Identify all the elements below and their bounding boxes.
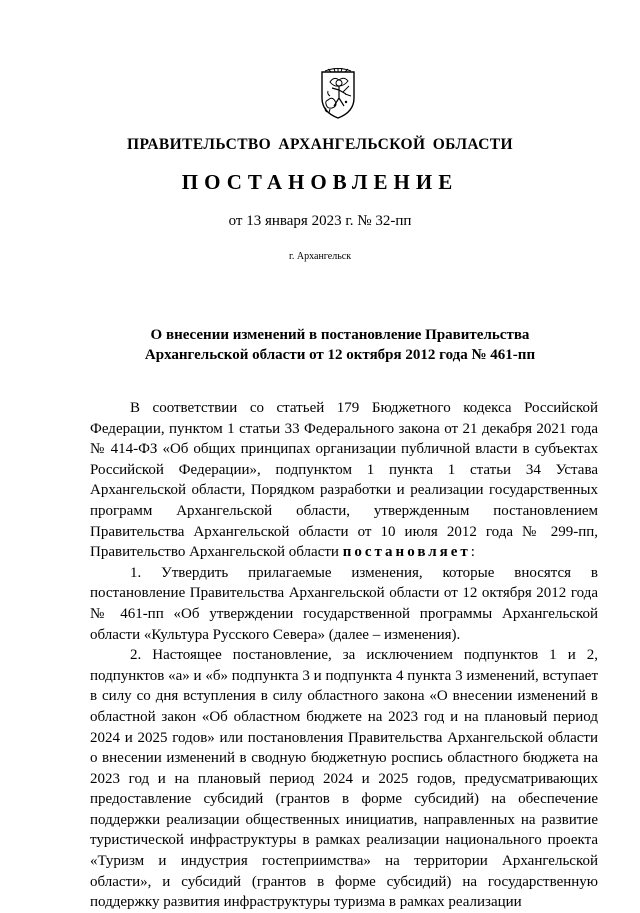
document-body — [90, 398, 598, 913]
clause-2-paragraph: 2. Настоящее постановление, за исключением подпунктов 1 и 2, подпунктов «а» и «б» подпункта 3 и подпункта 4 пункта 3 изменений, вступает в силу со дня вступления в силу областного закона «О внесении изменений в областной закон «Об областном бюджете на 2023 год и на плановый период 2024 и 2025 годов» или постановления Правительства Архангельской области о внесении изменений в сводную бюджетную роспись областного бюджета на 2023 год и на плановый период 2024 и 2025 годов, предусматривающих предоставление субсидий (грантов в форме субсидий) на обеспечение поддержки реализации общественных инициатив, направленных на развитие туристической инфраструктуры в рамках реализации национального проекта «Туризм и индустрия гостеприимства» на территории Архангельской области», и субсидий (грантов в форме субсидий) на государственную поддержку развития инфраструктуры туризма в рамках реализации — [90, 647, 598, 911]
coat-of-arms-icon — [318, 68, 358, 120]
subject-line-2: Архангельской области от 12 октября 2012 года № 461-пп — [144, 347, 536, 363]
resolves-verb: постановляет — [342, 544, 471, 561]
clause-1-paragraph: 1. Утвердить прилагаемые изменения, которые вносятся в постановление Правительства Архангельской области от 12 октября 2012 года № 461-пп «Об утверждении государственной программы Архангельской области «Культура Русского Севера» (далее – изменения). — [90, 564, 598, 643]
document-subject — [90, 325, 590, 365]
document-date-number: от 13 января 2023 г. № 32-пп — [228, 213, 412, 229]
document-type-title: ПОСТАНОВЛЕНИЕ — [181, 170, 459, 194]
preamble-paragraph — [90, 398, 598, 563]
document-city: г. Архангельск — [288, 251, 352, 262]
government-name: ПРАВИТЕЛЬСТВО АРХАНГЕЛЬСКОЙ ОБЛАСТИ — [126, 136, 513, 153]
preamble-colon: : — [470, 544, 475, 561]
preamble-text: В соответствии со статьей 179 Бюджетного кодекса Российской Федерации, пунктом 1 статьи 33 Федерального закона от 21 декабря 2021 года № 414-ФЗ «Об общих принципах организации публичной власти в субъектах Российской Федерации», подпунктом 1 пункта 1 статьи 34 Устава Архангельской области, Порядком разработки и реализации государственных программ Архангельской области, утвержденным постановлением Правительства Архангельской области от 10 июля 2012 года № 299-пп, Правительство Архангельской области — [90, 400, 598, 561]
subject-line-1: О внесении изменений в постановление Правительства — [150, 327, 530, 343]
